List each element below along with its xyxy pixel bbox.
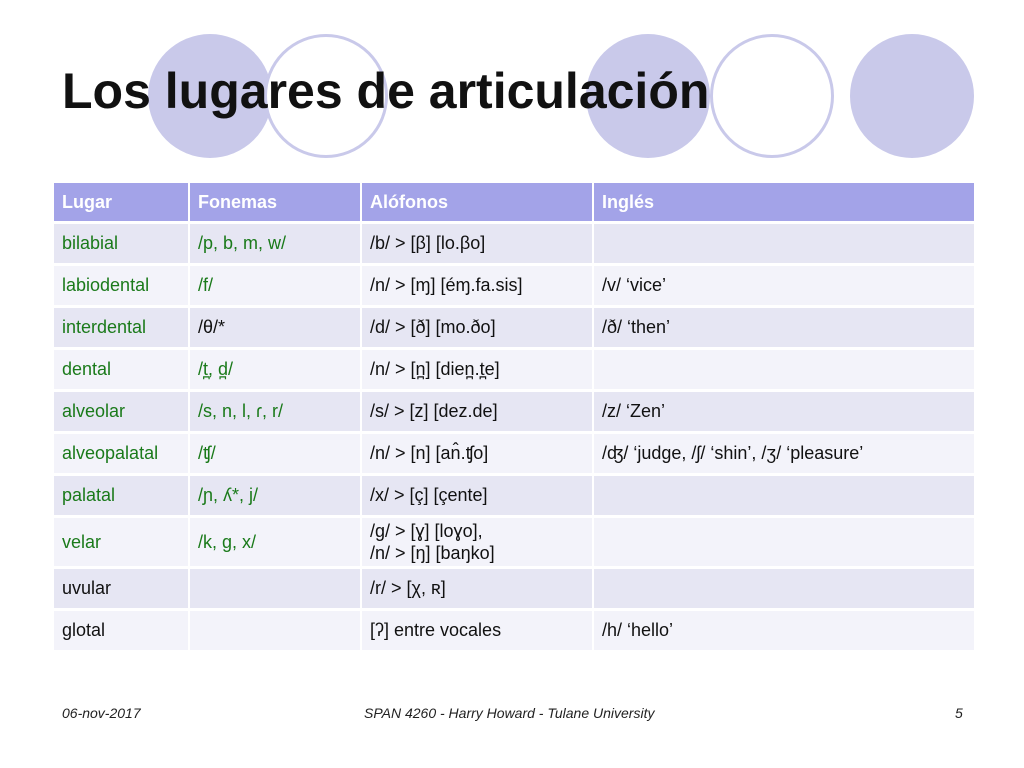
table-row — [54, 518, 974, 566]
table-row — [54, 476, 974, 515]
cell-fonemas — [190, 611, 360, 650]
header-lugar: Lugar — [54, 183, 188, 221]
cell-alofonos: /d/ > [ð] [mo.ðo] — [362, 308, 592, 347]
decor-circle-5 — [850, 34, 974, 158]
cell-fonemas: /ɲ, ʎ*, j/ — [190, 476, 360, 515]
cell-ingles — [594, 518, 974, 566]
cell-ingles: /v/ ‘vice’ — [594, 266, 974, 305]
cell-lugar: velar — [54, 518, 188, 566]
cell-lugar: bilabial — [54, 224, 188, 263]
cell-lugar: dental — [54, 350, 188, 389]
header-fonemas: Fonemas — [190, 183, 360, 221]
cell-ingles — [594, 350, 974, 389]
table-row — [54, 392, 974, 431]
cell-fonemas — [190, 569, 360, 608]
header-ingles: Inglés — [594, 183, 974, 221]
cell-ingles: /ʤ/ ‘judge, /ʃ/ ‘shin’, /ʒ/ ‘pleasure’ — [594, 434, 974, 473]
cell-alofonos: /n/ > [ɱ] [éɱ.fa.sis] — [362, 266, 592, 305]
footer-date: 06-nov-2017 — [62, 705, 141, 721]
cell-alofonos: /s/ > [z] [dez.de] — [362, 392, 592, 431]
cell-alofonos: /g/ > [ɣ] [loɣo], /n/ > [ŋ] [baŋko] — [362, 518, 592, 566]
cell-alofonos: [ʔ] entre vocales — [362, 611, 592, 650]
table-row — [54, 569, 974, 608]
cell-alofonos: /r/ > [χ, ʀ] — [362, 569, 592, 608]
cell-lugar: labiodental — [54, 266, 188, 305]
cell-fonemas: /f/ — [190, 266, 360, 305]
cell-ingles — [594, 224, 974, 263]
table-row — [54, 308, 974, 347]
cell-fonemas: /k, g, x/ — [190, 518, 360, 566]
table-row — [54, 434, 974, 473]
table-row — [54, 266, 974, 305]
cell-lugar: interdental — [54, 308, 188, 347]
header-alofonos: Alófonos — [362, 183, 592, 221]
cell-fonemas: /θ/* — [190, 308, 360, 347]
cell-lugar: glotal — [54, 611, 188, 650]
footer-page-number: 5 — [955, 705, 963, 721]
cell-fonemas: /ʧ/ — [190, 434, 360, 473]
cell-alofonos: /b/ > [β] [lo.βo] — [362, 224, 592, 263]
cell-alofonos: /n/ > [n̪] [dien̪.t̪e] — [362, 350, 592, 389]
cell-alofonos: /n/ > [n] [an̂.ʧo] — [362, 434, 592, 473]
cell-ingles: /z/ ‘Zen’ — [594, 392, 974, 431]
cell-ingles — [594, 569, 974, 608]
table-row — [54, 611, 974, 650]
cell-ingles: /h/ ‘hello’ — [594, 611, 974, 650]
cell-fonemas: /t̪, d̪/ — [190, 350, 360, 389]
cell-lugar: alveolar — [54, 392, 188, 431]
cell-fonemas: /s, n, l, ɾ, r/ — [190, 392, 360, 431]
slide-title: Los lugares de articulación — [62, 63, 710, 119]
cell-ingles — [594, 476, 974, 515]
table-row — [54, 224, 974, 263]
cell-lugar: uvular — [54, 569, 188, 608]
table-header-row — [54, 183, 974, 221]
articulation-table — [52, 180, 976, 653]
table-row — [54, 350, 974, 389]
cell-lugar: alveopalatal — [54, 434, 188, 473]
cell-ingles: /ð/ ‘then’ — [594, 308, 974, 347]
cell-alofonos: /x/ > [ç] [çente] — [362, 476, 592, 515]
cell-lugar: palatal — [54, 476, 188, 515]
footer-course: SPAN 4260 - Harry Howard - Tulane University — [364, 705, 655, 721]
decor-circle-4 — [710, 34, 834, 158]
cell-fonemas: /p, b, m, w/ — [190, 224, 360, 263]
